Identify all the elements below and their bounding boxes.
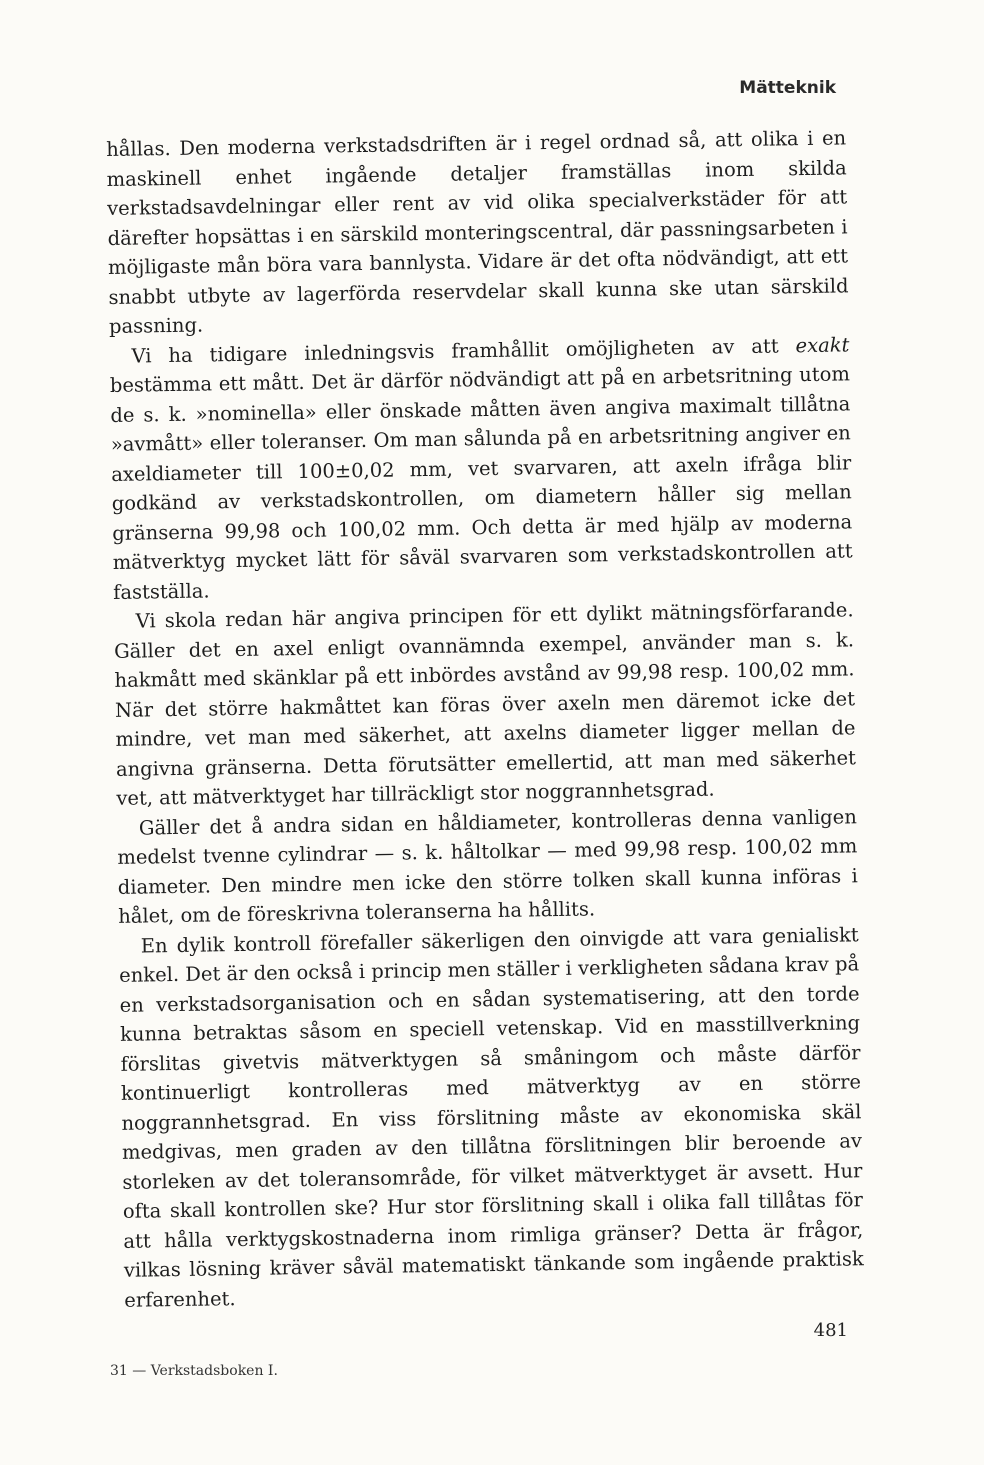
paragraph-5-text: En dylik kontroll förefaller säkerligen den oinvigde att vara genialiskt enkel. Det är den också i princip men ställer i verkligheten sådana krav på en verkstadsorganisation och en sådan systematisering, att den torde kunna betraktas såsom en speciell vetenskap. Vid en masstillverkning förslitas givetvis mätverktygen så småningom och måste därför kontinuerligt kontrolleras med mätverktyg av en större noggrannhetsgrad. En viss förslitning måste av ekonomiska skäl medgivas, men graden av den tillåtna förslitningen blir beroende av storleken av det toleransområde, för vilket mätverktyget är avsett. Hur ofta skall kontrollen ske? Hur stor förslitning skall i olika fall tillåtas för att hålla verktygskostnaderna inom rimliga gränser? Detta är frågor, vilkas lösning kräver såväl matematiskt tänkande som ingående praktisk erfarenhet.	[119, 922, 864, 1312]
footer-signature: 31 — Verkstadsboken I.	[110, 1363, 278, 1379]
paragraph-4-text: Gäller det å andra sidan en håldiameter, kontrolleras denna vanligen medelst tvenne cylindrar — s. k. håltolkar — med 99,98 resp. 100,02 mm diameter. Den mindre men icke den större tolken skall kunna införas i hålet, om de föreskrivna toleranserna ha hållits.	[117, 804, 858, 928]
paragraph-1	[106, 123, 849, 341]
paragraph-3-text: Vi skola redan här angiva principen för ett dylikt mätningsförfarande. Gäller det en axel enligt ovannämnda exempel, använder man s. k. hakmått med skänklar på ett inbördes avstånd av 99,98 resp. 100,02 mm. När det större hakmåttet kan föras över axeln men däremot icke det mindre, vet man med säkerhet, att axelns diameter ligger mellan de angivna gränserna. Detta förutsätter emellertid, att man med säkerhet vet, att mätverktyget har tillräckligt stor noggrannhetsgrad.	[113, 598, 857, 810]
paragraph-2-text-start: Vi ha tidigare inledningsvis framhållit omöjligheten av att	[131, 333, 796, 368]
paragraph-2	[109, 330, 853, 607]
paragraph-4	[117, 802, 859, 932]
paragraph-2-text-end: bestämma ett mått. Det är därför nödvändigt att på en arbetsritning utom de s. k. »nominella» eller önskade måtten även angiva maximalt tillåtna »avmått» eller toleranser. Om man sålunda på en arbetsritning angiver en axeldiameter till 100±0,02 mm, vet svarvaren, att axeln ifråga blir godkänd av verkstadskontrollen, om diametern håller sig mellan gränserna 99,98 och 100,02 mm. Och detta är med hjälp av moderna mätverktyg mycket lätt för såväl svarvaren som verkstadskontrollen att fastställa.	[109, 362, 853, 604]
paragraph-3	[113, 595, 856, 813]
emphasis-exakt: exakt	[795, 332, 850, 357]
paragraph-1-text: hållas. Den moderna verkstadsdriften är i regel ordnad så, att olika i en maskinell enhet ingående detaljer framställas inom skilda verkstadsavdelningar eller rent av vid olika specialverkstäder för att därefter hopsättas i en särskild monteringscentral, där passningsarbeten i möjligaste mån böra vara bannlysta. Vidare är det ofta nödvändigt, att ett snabbt utbyte av lagerförda reservdelar skall kunna ske utan särskild passning.	[106, 126, 849, 338]
page-number: 481	[813, 1320, 848, 1341]
body-text	[106, 123, 864, 1314]
running-head: Mätteknik	[739, 78, 836, 98]
paragraph-5	[119, 920, 865, 1315]
